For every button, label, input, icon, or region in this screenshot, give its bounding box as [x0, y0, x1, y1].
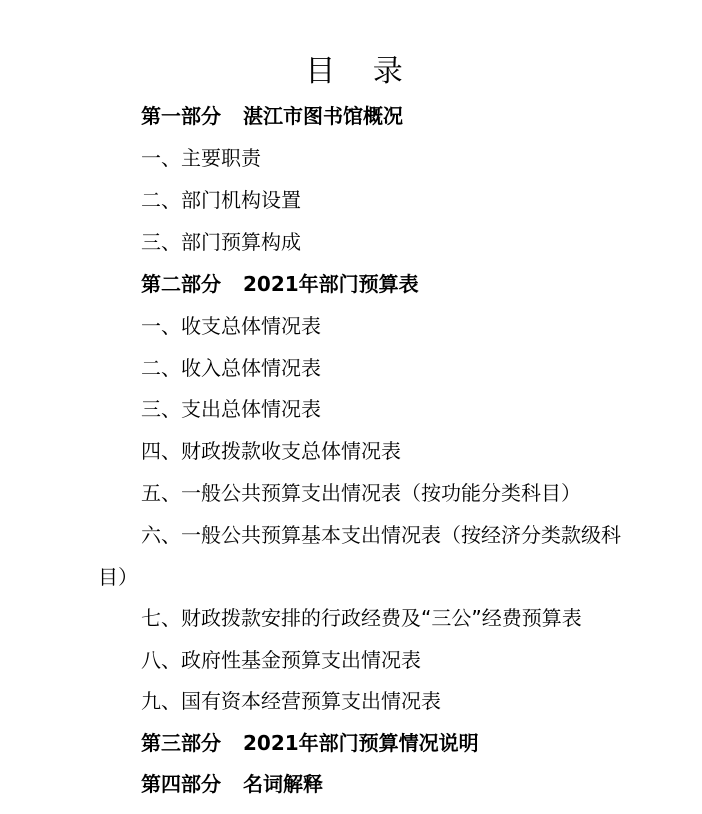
toc-part-1[interactable]: [141, 102, 403, 130]
part-prefix: 第三部分: [141, 731, 221, 755]
part-title: 湛江市图书馆概况: [243, 104, 403, 128]
toc-item[interactable]: 二、部门机构设置: [141, 188, 301, 212]
toc-item[interactable]: 二、收入总体情况表: [141, 356, 321, 380]
toc-item[interactable]: 九、国有资本经营预算支出情况表: [141, 689, 441, 713]
toc-part-4[interactable]: [141, 770, 323, 798]
toc-item[interactable]: 一、收支总体情况表: [141, 314, 321, 338]
part-title: 2021年部门预算情况说明: [243, 731, 479, 755]
part-title: 名词解释: [243, 772, 323, 796]
toc-item[interactable]: 三、部门预算构成: [141, 230, 301, 254]
part-prefix: 第四部分: [141, 772, 221, 796]
part-prefix: 第一部分: [141, 104, 221, 128]
part-title: 2021年部门预算表: [243, 272, 419, 296]
toc-item[interactable]: 五、一般公共预算支出情况表（按功能分类科目）: [141, 481, 581, 505]
toc-item[interactable]: 一、主要职责: [141, 146, 261, 170]
toc-item[interactable]: 八、政府性基金预算支出情况表: [141, 648, 421, 672]
part-prefix: 第二部分: [141, 272, 221, 296]
toc-title: 目 录: [305, 54, 417, 89]
toc-part-3[interactable]: [141, 729, 479, 757]
toc-item[interactable]: 七、财政拨款安排的行政经费及“三公”经费预算表: [141, 606, 582, 630]
toc-item[interactable]: 四、财政拨款收支总体情况表: [141, 439, 401, 463]
toc-item-continuation[interactable]: 目）: [98, 565, 138, 589]
toc-item[interactable]: 六、一般公共预算基本支出情况表（按经济分类款级科: [141, 523, 621, 547]
toc-item[interactable]: 三、支出总体情况表: [141, 397, 321, 421]
toc-part-2[interactable]: [141, 270, 419, 298]
